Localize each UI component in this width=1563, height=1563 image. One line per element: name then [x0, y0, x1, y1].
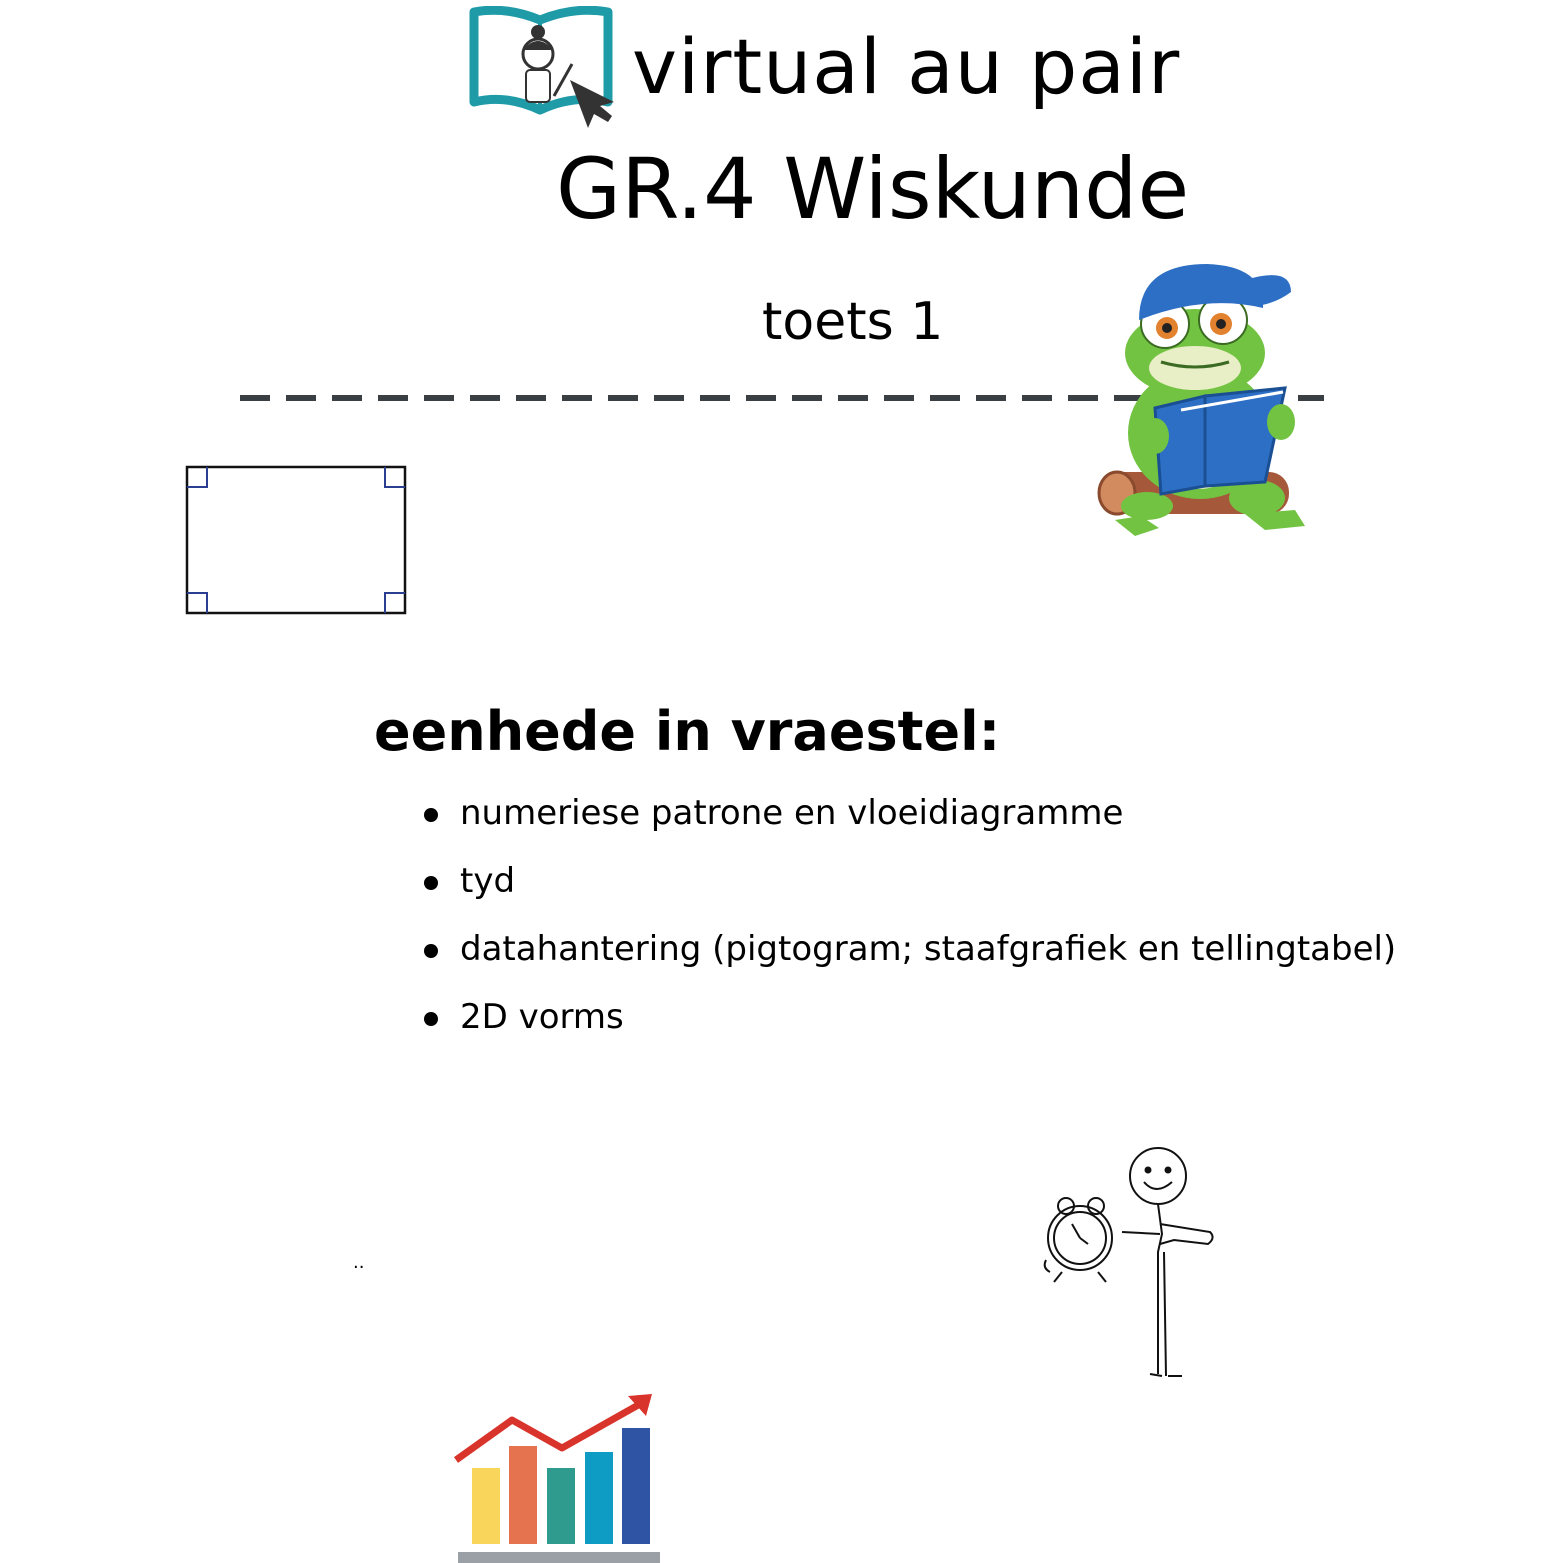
stick-figure-alarm-clock-icon: [1040, 1144, 1224, 1384]
page-title: GR.4 Wiskunde: [556, 140, 1190, 238]
list-item: datahantering (pigtogram; staafgrafiek en tellingtabel): [420, 926, 1396, 994]
units-list: [420, 790, 1396, 1062]
frog-reading-book-icon: [1095, 258, 1315, 548]
stray-dots: ..: [353, 1252, 365, 1273]
list-item: 2D vorms: [420, 994, 1396, 1062]
rectangle-right-angles-icon: [185, 465, 407, 615]
list-item: numeriese patrone en vloeidiagramme: [420, 790, 1396, 858]
section-heading: eenhede in vraestel:: [374, 700, 1001, 763]
bar-chart-trend-icon: [452, 1390, 664, 1563]
page-subtitle: toets 1: [762, 292, 944, 352]
logo-book-teacher-icon: [468, 6, 618, 130]
list-item: tyd: [420, 858, 1396, 926]
brand-name: virtual au pair: [632, 22, 1181, 111]
